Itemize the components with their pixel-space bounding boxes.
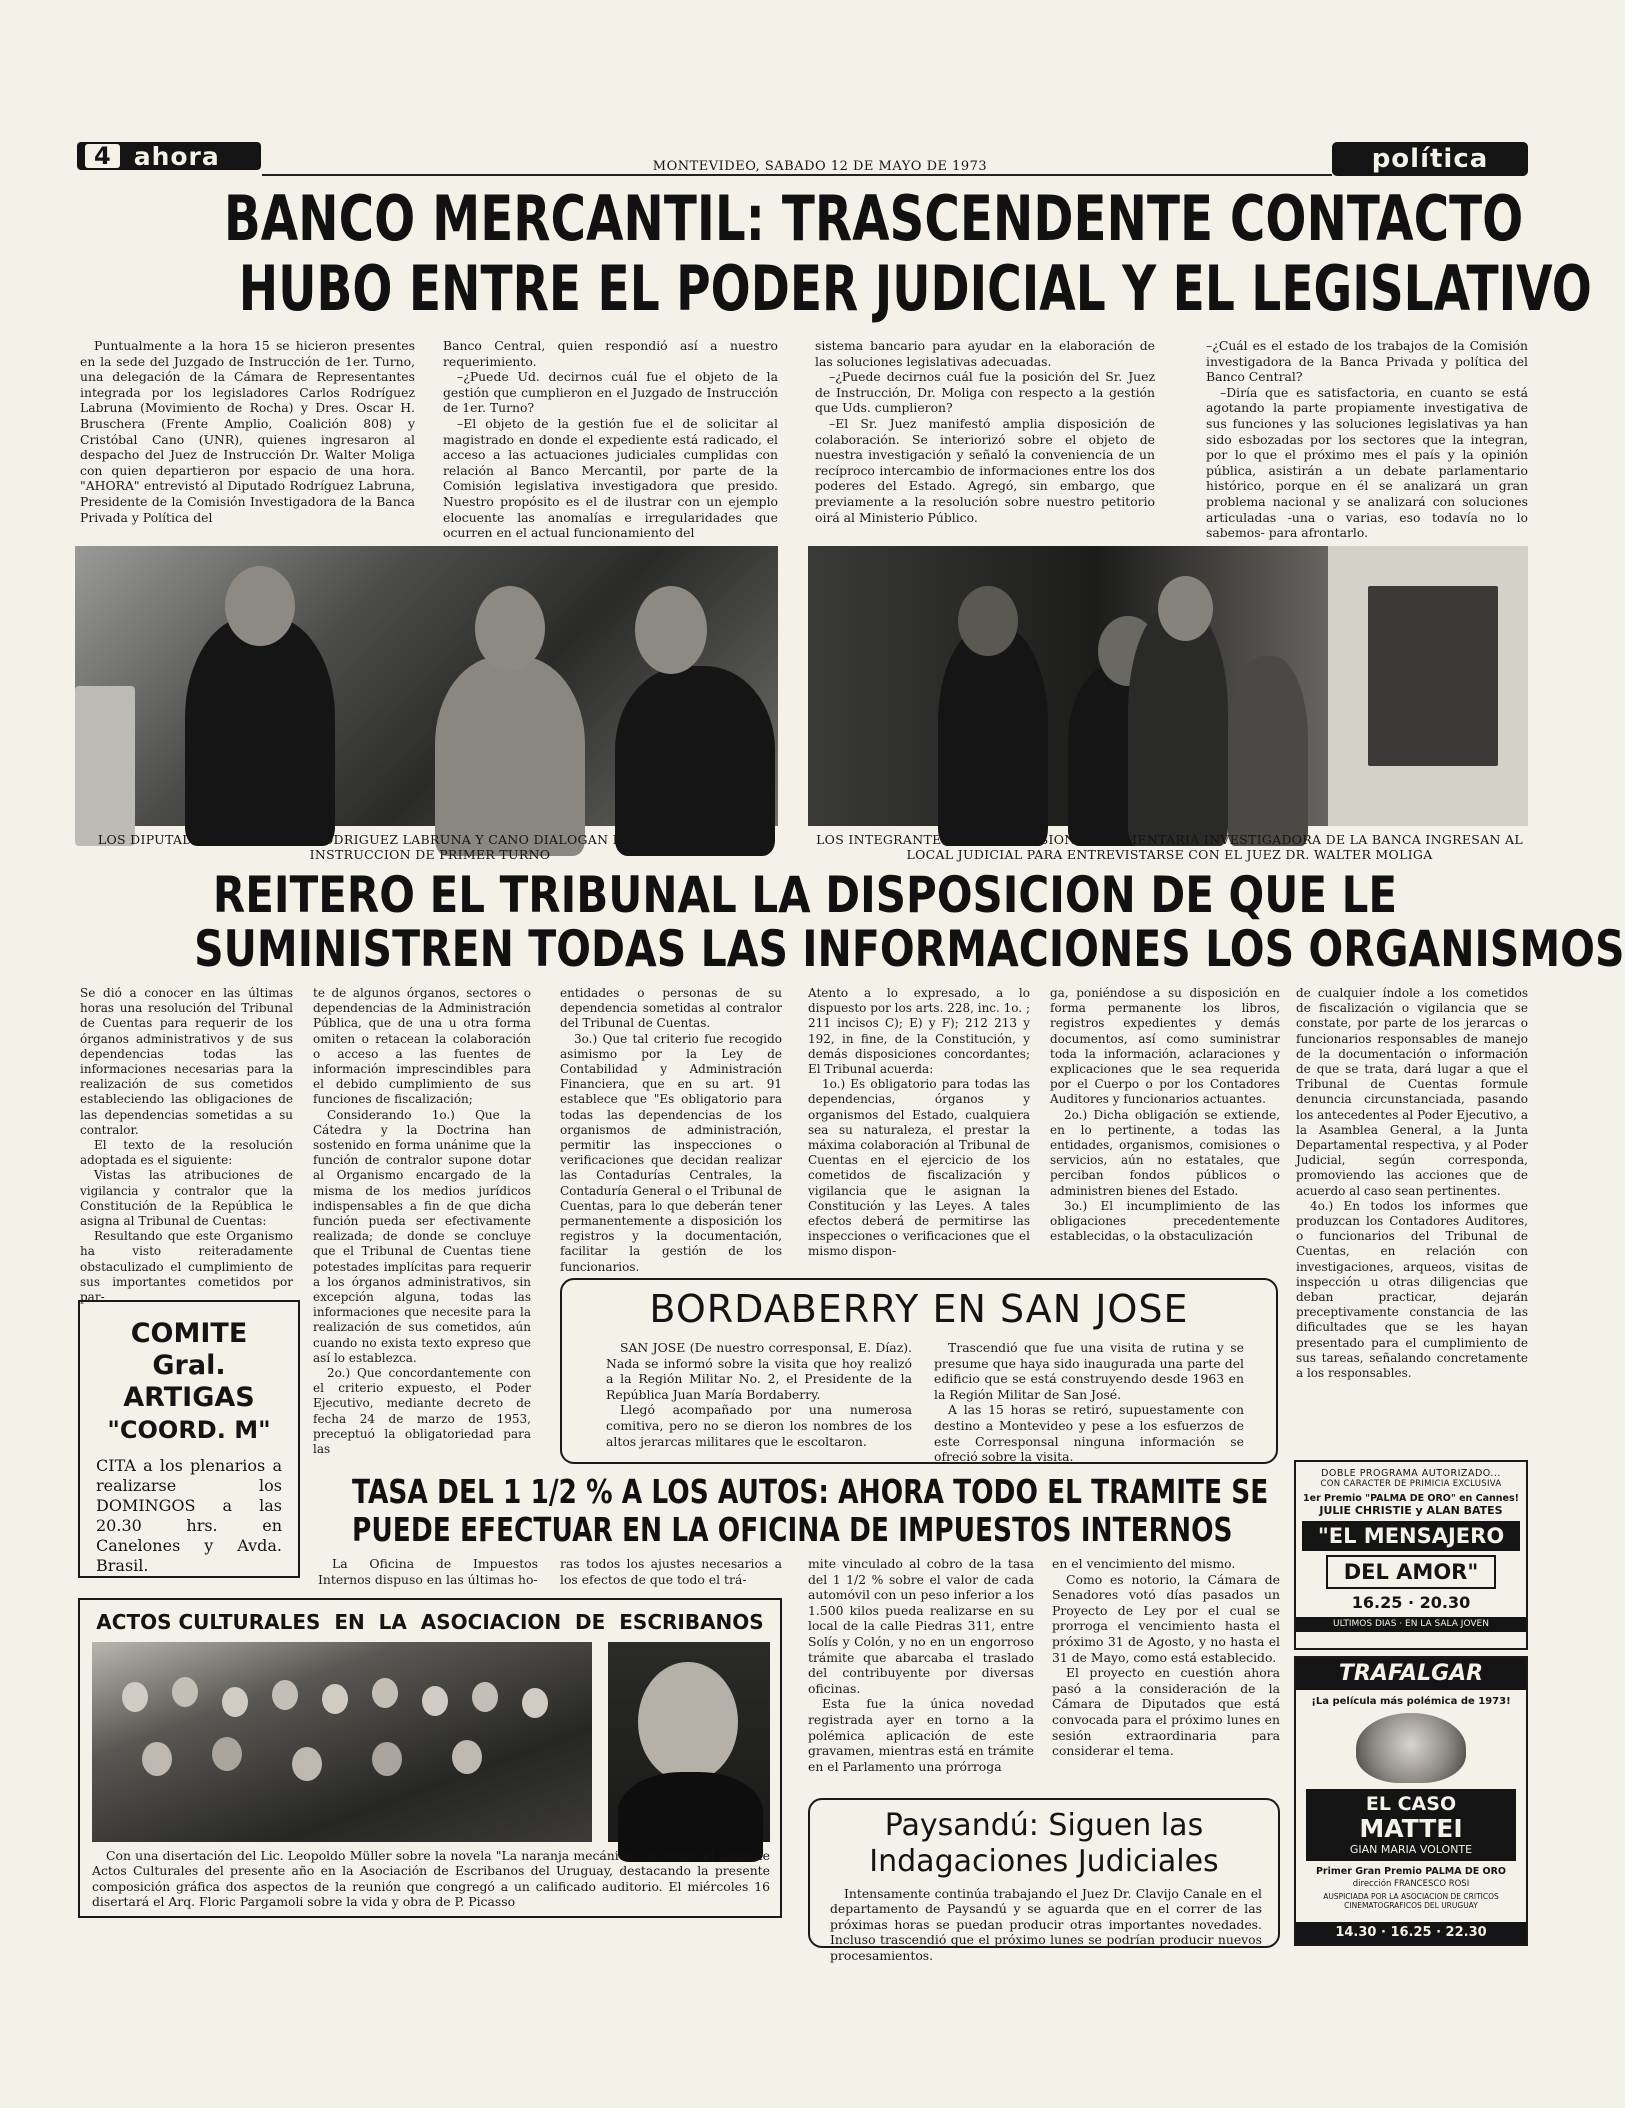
ad-trafalgar-prize: Primer Gran Premio PALMA DE ORO — [1315, 1866, 1507, 1877]
tasa-col4-p1: en el vencimiento del mismo. — [1052, 1556, 1236, 1571]
paysandu-body: Intensamente continúa trabajando el Juez Dr. Clavijo Canale en el departamento de Paysandú y se aguarda que en el correr de las próximas horas se puedan producir otras importantes novedades. Incluso trascendió que el próximo lunes se podrían producir nuevos procesamientos. — [830, 1886, 1262, 1963]
ad-mensajero-footer: ULTIMOS DIAS · EN LA SALA JOVEN — [1296, 1617, 1526, 1632]
story2-col5-p1: ga, poniéndose a su disposición en forma permanente los libros, registros expedientes y demás documentos, así como suministrar toda la información, aclaraciones y explicaciones que le sea requerida por el Cuerpo o por los Contadores Auditores y funcionarios actuantes. — [1050, 986, 1280, 1107]
bordaberry-box — [560, 1278, 1278, 1464]
caption-commission-photo: LOS INTEGRANTES DE LA COMISION PARLAMENTARIA INVESTIGADORA DE LA BANCA INGRESAN AL LOCAL JUDICIAL PARA ENTREVISTARSE CON EL JUEZ DR. WALTER MOLIGA — [816, 832, 1523, 862]
section-badge — [1332, 142, 1528, 176]
ad-mensajero-line3: 1er Premio "PALMA DE ORO" en Cannes! — [1303, 1493, 1519, 1504]
tasa-col3-p2: Esta fue la única novedad registrada ayer en torno a la polémica aplicación de este gravamen, mientras está en trámite en el Parlamento una prórroga — [808, 1696, 1034, 1774]
story1-column-4 — [1206, 338, 1528, 541]
story2-col2-p1: te de algunos órganos, sectores o dependencias de la Administración Pública, que de una u otra forma omiten o retacean la colaboración o acceso a las fuentes de información imprescindibles para el debido cumplimiento de sus funciones de fiscalización; — [313, 986, 531, 1107]
dateline-rule — [262, 174, 1332, 176]
tasa-column-1 — [318, 1556, 538, 1590]
photo-audience — [92, 1642, 592, 1842]
bordaberry-title: BORDABERRY EN SAN JOSE — [649, 1287, 1189, 1331]
story2-col6-p2: 4o.) En todos los informes que produzcan los Contadores Auditores, o funcionarios del Tribunal de Cuentas, en relación con investigaciones, arqueos, visitas de inspección u otras diligencias que deban practicar, dejarán preceptivamente constancia de las dificultades que se les hayan presentado para el cumplimiento de sus tareas, señalando concretamente a los responsables. — [1296, 1198, 1528, 1381]
story2-column-1 — [80, 986, 293, 1305]
paper-name: ahora — [133, 141, 220, 171]
actos-title: ACTOS CULTURALES EN LA ASOCIACION DE ESCRIBANOS — [96, 1610, 764, 1634]
bordaberry-column-1 — [606, 1340, 912, 1460]
ad-mensajero-title2: DEL AMOR" — [1326, 1555, 1496, 1589]
page-number-badge — [77, 142, 261, 170]
story2-column-3 — [560, 986, 782, 1276]
ad-trafalgar-actor: GIAN MARIA VOLONTE — [1349, 1843, 1473, 1856]
story1-column-2 — [443, 338, 778, 541]
ad-mensajero-del-amor — [1294, 1460, 1528, 1650]
tasa-headline-line2: PUEDE EFECTUAR EN LA OFICINA DE IMPUESTOS INTERNOS — [352, 1510, 1233, 1549]
comite-coord: "COORD. M" — [107, 1416, 271, 1444]
story2-column-6 — [1296, 986, 1528, 1426]
photo-deputies-outside-court — [75, 546, 778, 826]
section-label: política — [1371, 144, 1489, 174]
ad-mensajero-line4: JULIE CHRISTIE y ALAN BATES — [1319, 1504, 1503, 1517]
comite-name: ARTIGAS — [123, 1382, 255, 1413]
story2-col3-p2: 3o.) Que tal criterio fue recogido asimismo por la Ley de Contabilidad y Administración Financiera, que en su art. 91 establece que "Es obligatorio para todas las dependencias de los organismos de administración, permitir las inspecciones o verificaciones que decidan realizar las Contadurías Centrales, la Contaduría General o el Tribunal de Cuentas, para lo que deberán tener permanentemente a disposición los registros y la documentación, facilitar la gestión de los funcionarios. — [560, 1031, 782, 1274]
story1-col1-text: Puntualmente a la hora 15 se hicieron presentes en la sede del Juzgado de Instrucción de 1er. Turno, una delegación de la Cámara de Representantes integrada por los legisladores Carlos Rodríguez Labruna (Movimiento de Rocha) y Dres. Oscar H. Bruschera (Frente Amplio, Coalición 808) y Cristóbal Cano (UNR), quienes ingresaron al despacho del Juez de Instrucción Dr. Walter Moliga con quien departieron por espacio de una hora. "AHORA" entrevistó al Diputado Rodríguez Labruna, Presidente de la Comisión Investigadora de la Banca Privada y Política del — [80, 338, 415, 525]
ad-mensajero-line1: DOBLE PROGRAMA AUTORIZADO... — [1321, 1468, 1501, 1479]
story2-col4-p1: Atento a lo expresado, a lo dispuesto por los arts. 228, inc. 1o. ; 211 incisos C); E) y F); 212 213 y 192, in fine, de la Constitución, y demás disposiciones concordantes; El Tribunal acuerda: — [808, 986, 1030, 1077]
story1-col3-p2: –¿Puede decirnos cuál fue la posición del Sr. Juez de Instrucción, Dr. Moliga con respecto a la gestión que Uds. cumplieron? — [815, 369, 1155, 416]
story1-col3-p1: sistema bancario para ayudar en la elaboración de las soluciones legislativas adecuadas. — [815, 338, 1155, 369]
story1-col4-p2: –Diría que es satisfactoria, en cuanto se está agotando la parte propiamente investigativa de sus funciones y las soluciones legislativas ya han sido esbozadas por los sectores que la integran, por lo que el próximo mes el país y la opinión pública, asistirán a un debate parlamentario histórico, porque en él se analizará un gran problema nacional y se analizará con soluciones articuladas -una o varias, eso todavía no lo sabemos- para afrontarlo. — [1206, 384, 1528, 541]
story2-col2-p2: Considerando 1o.) Que la Cátedra y la Doctrina han sostenido en forma unánime que la función de contralor supone dotar al Organismo encargado de la misma de los medios jurídicos indispensables a fin de que dicha función pueda ser efectivamente realizada; de donde se concluye que el Tribunal de Cuentas tiene potestades implícitas para requerir a los órganos administrativos, sin excepción alguna, todas las informaciones que necesite para la realización de sus cometidos, aún cuando no exista texto expreso que así lo establezca. — [313, 1107, 531, 1365]
tasa-col4-p2: Como es notorio, la Cámara de Senadores votó días pasados un Proyecto de Ley por el cual se prorroga el vencimiento hasta el próximo 31 de Agosto, y no hasta el 31 de Mayo, como está establecido. — [1052, 1571, 1280, 1665]
story2-col6-p1: de cualquier índole a los cometidos de fiscalización o vigilancia que se constate, por parte de los jerarcas o funcionarios responsables de manejo de la documentación o información de que se trata, dará lugar a que el Tribunal de Cuentas formule denuncia circunstanciada, pasando los antecedentes al Poder Ejecutivo, a la Asamblea General, a la Junta Departamental respectiva, y al Poder Judicial, según corresponda, promoviendo las acciones que de acuerdo al caso sean pertinentes. — [1296, 986, 1528, 1198]
story1-col2-p2: –¿Puede Ud. decirnos cuál fue el objeto de la gestión que cumplieron en el Juzgado de Instrucción de 1er. Turno? — [443, 369, 778, 416]
tasa-column-3 — [808, 1556, 1034, 1796]
actos-box — [78, 1598, 782, 1918]
tasa-headline-line1: TASA DEL 1 1/2 % A LOS AUTOS: AHORA TODO EL TRAMITE SE — [352, 1472, 1269, 1511]
story1-headline-line1: BANCO MERCANTIL: TRASCENDENTE CONTACTO — [223, 182, 1524, 255]
story2-col1-p2: El texto de la resolución adoptada es el siguiente: — [80, 1138, 293, 1168]
comite-subtitle: Gral. — [152, 1350, 226, 1381]
ad-trafalgar-note: AUSPICIADA POR LA ASOCIACION DE CRITICOS CINEMATOGRAFICOS DEL URUGUAY — [1323, 1892, 1499, 1910]
story2-col5-p2: 2o.) Dicha obligación se extiende, en lo pertinente, a todas las entidades, organismos, comisiones o servicios, aún no estatales, que perciban fondos públicos o administren bienes del Estado. — [1050, 1107, 1280, 1198]
story2-headline-line1: REITERO EL TRIBUNAL LA DISPOSICION DE QUE LE — [212, 866, 1398, 924]
bordaberry-col1-p2: Llegó acompañado por una numerosa comitiva, pero no se dieron los nombres de los altos jerarcas militares que le escoltaron. — [606, 1402, 912, 1449]
tasa-col1-text: La Oficina de Impuestos Internos dispuso en las últimas ho- — [318, 1556, 538, 1587]
story1-col2-p1: Banco Central, quien respondió así a nuestro requerimiento. — [443, 338, 778, 369]
ad-mensajero-line2: CON CARACTER DE PRIMICIA EXCLUSIVA — [1320, 1479, 1502, 1489]
ad-trafalgar-face — [1356, 1713, 1466, 1783]
tasa-col4-p3: El proyecto en cuestión ahora pasó a la consideración de la Cámara de Diputados que está convocada para el próximo lunes en sesión extraordinaria para considerar el tema. — [1052, 1665, 1280, 1759]
ad-trafalgar-title1: EL CASO — [1365, 1793, 1457, 1815]
story2-col1-p4: Resultando que este Organismo ha visto reiteradamente obstaculizado el cumplimiento de sus importantes cometidos por par- — [80, 1229, 293, 1305]
story2-headline-line2: SUMINISTREN TODAS LAS INFORMACIONES LOS ORGANISMOS — [194, 920, 1625, 978]
story1-col2-p3: –El objeto de la gestión fue el de solicitar al magistrado en donde el expediente está radicado, el acceso a las actuaciones judiciales cumplidas con relación al Banco Mercantil, por parte de la Comisión legislativa investigadora que presido. Nuestro propósito es el de ilustrar con un ejemplo elocuente las anomalías e irregularidades que ocurren en el actual funcionamiento del — [443, 415, 778, 541]
ad-trafalgar-times: 14.30 · 16.25 · 22.30 — [1296, 1922, 1526, 1944]
story1-headline-line2: HUBO ENTRE EL PODER JUDICIAL Y EL LEGISLATIVO — [238, 252, 1592, 325]
ad-trafalgar-director: dirección FRANCESCO ROSI — [1352, 1879, 1470, 1889]
caption-deputies-photo: LOS DIPUTADOS BRUSCHERA, RODRIGUEZ LABRUNA Y CANO DIALOGAN FRENTE AL JUZGADO INSTRUCCION DE PRIMER TURNO — [97, 832, 763, 862]
bordaberry-column-2 — [934, 1340, 1244, 1465]
tasa-col2-text: ras todos los ajustes necesarios a los efectos de que todo el trá- — [560, 1556, 782, 1587]
story1-column-1 — [80, 338, 415, 536]
story2-column-4 — [808, 986, 1030, 1276]
story2-column-2 — [313, 986, 531, 1462]
story2-col1-p3: Vistas las atribuciones de vigilancia y contralor que la Constitución de la República le asigna al Tribunal de Cuentas: — [80, 1168, 293, 1229]
dateline: MONTEVIDEO, SABADO 12 DE MAYO DE 1973 — [652, 159, 988, 174]
page-number: 4 — [85, 144, 120, 168]
ad-mensajero-title1: "EL MENSAJERO — [1302, 1521, 1520, 1551]
story2-col4-p2: 1o.) Es obligatorio para todas las dependencias, órganos y organismos del Estado, cualquiera sea su naturaleza, el prestar la máxima colaboración al Tribunal de Cuentas en el ejercicio de los cometidos de fiscalización y vigilancia que le asignan la Constitución y las Leyes. A tales efectos deberá de permitirse las inspecciones o verificaciones que el mismo dispon- — [808, 1077, 1030, 1259]
comite-body: CITA a los plenarios a realizarse los DOMINGOS a las 20.30 hrs. en Canelones y Avda. Brasil. — [96, 1456, 282, 1575]
photo-commission-enters-court — [808, 546, 1528, 826]
paysandu-title-line2: Indagaciones Judiciales — [869, 1844, 1219, 1879]
ad-trafalgar-cine: TRAFALGAR — [1296, 1658, 1526, 1690]
actos-caption: Con una disertación del Lic. Leopoldo Müller sobre la novela "La naranja mecánica", se inició el Ciclo de Actos Culturales del presente año en la Asociación de Escribanos del Uruguay, destacando la presente composición gráfica dos aspectos de la reunión que congregó a un calificado auditorio. El miércoles 16 disertará el Arq. Floric Pargamoli sobre la vida y obra de P. Picasso — [92, 1848, 770, 1910]
story2-col2-p3: 2o.) Que concordantemente con el criterio expuesto, el Poder Ejecutivo, mediante decreto de fecha 24 de marzo de 1953, preceptuó la obligatoriedad para las — [313, 1366, 531, 1457]
ad-el-caso-mattei — [1294, 1656, 1528, 1946]
paysandu-title-line1: Paysandú: Siguen las — [884, 1808, 1204, 1843]
tasa-column-2 — [560, 1556, 782, 1590]
story1-column-3 — [815, 338, 1155, 536]
ad-trafalgar-tagline: ¡La película más polémica de 1973! — [1311, 1696, 1511, 1707]
bordaberry-col2-p1: Trascendió que fue una visita de rutina y se presume que haya sido inaugurada una parte del edificio que se está construyendo desde 1963 en la Región Militar de San José. — [934, 1340, 1244, 1402]
ad-trafalgar-title-block — [1306, 1789, 1516, 1861]
ad-trafalgar-title2: MATTEI — [1359, 1814, 1463, 1843]
ad-mensajero-times: 16.25 · 20.30 — [1351, 1593, 1471, 1612]
story1-col4-p1: –¿Cuál es el estado de los trabajos de la Comisión investigadora de la Banca Privada y política del Banco Central? — [1206, 338, 1528, 385]
story2-column-5 — [1050, 986, 1280, 1276]
tasa-column-4 — [1052, 1556, 1280, 1796]
photo-speaker — [608, 1642, 770, 1842]
bordaberry-col1-p1: SAN JOSE (De nuestro corresponsal, E. Díaz). Nada se informó sobre la visita que hoy realizó a la Región Militar No. 2, el Presidente de la República Juan María Bordaberry. — [606, 1340, 912, 1402]
story2-col5-p3: 3o.) El incumplimiento de las obligaciones precedentemente establecidas, o la obstaculización — [1050, 1198, 1280, 1244]
comite-box — [78, 1300, 300, 1578]
tasa-col3-p1: mite vinculado al cobro de la tasa del 1 1/2 % sobre el valor de cada automóvil con un peso inferior a los 1.500 kilos pueda realizarse en su local de la calle Piedras 311, entre Solís y Colón, y no en un engorroso trámite que abarcaba el traslado del contribuyente por diversas oficinas. — [808, 1556, 1034, 1696]
comite-title: COMITE — [130, 1318, 248, 1349]
story2-col3-p1: entidades o personas de su dependencia sometidas al contralor del Tribunal de Cuentas. — [560, 986, 782, 1031]
story1-col3-p3: –El Sr. Juez manifestó amplia disposición de colaboración. Se interiorizó sobre el objeto de nuestra investigación y señaló la conveniencia de un recíproco intercambio de informaciones entre los dos poderes del Estado. Agregó, sin embargo, que previamente a la resolución sobre nuestro petitorio oirá al Ministerio Público. — [815, 415, 1155, 525]
bordaberry-col2-p2: A las 15 horas se retiró, supuestamente con destino a Montevideo y pese a los esfuerzos de este Corresponsal ninguna información se ofreció sobre la visita. — [934, 1402, 1244, 1465]
paysandu-box — [808, 1798, 1280, 1963]
story2-col1-p1: Se dió a conocer en las últimas horas una resolución del Tribunal de Cuentas para requerir de los órganos administrativos y de sus dependencias todas las informaciones necesarias para la realización de sus cometidos estableciendo las obligaciones de las dependencias sometidas a su contralor. — [80, 986, 293, 1137]
